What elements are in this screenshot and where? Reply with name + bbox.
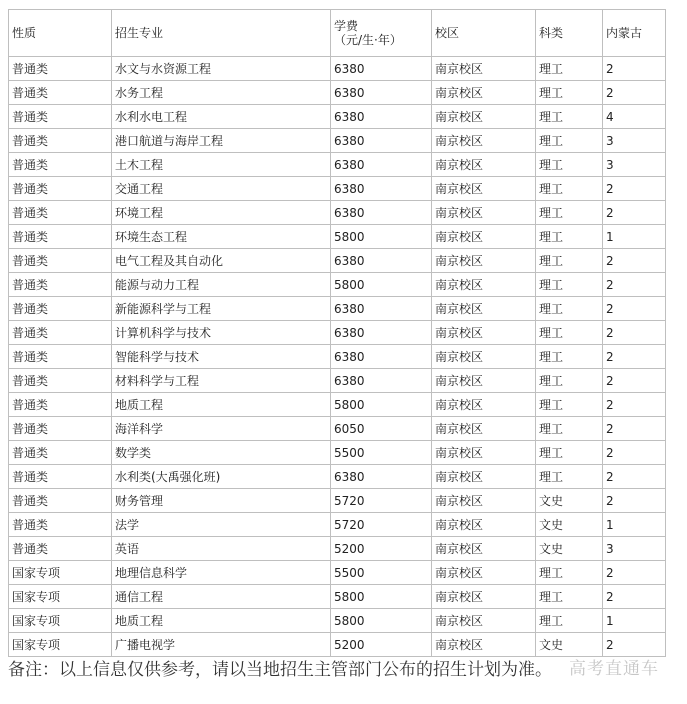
table-row bbox=[9, 561, 666, 585]
cell-major: 数学类 bbox=[112, 441, 331, 465]
cell-nature: 国家专项 bbox=[9, 585, 112, 609]
cell-campus: 南京校区 bbox=[432, 81, 536, 105]
cell-category: 理工 bbox=[536, 177, 603, 201]
cell-major: 材料科学与工程 bbox=[112, 369, 331, 393]
cell-quota: 2 bbox=[603, 465, 666, 489]
table-row bbox=[9, 225, 666, 249]
table-row bbox=[9, 297, 666, 321]
table-row bbox=[9, 57, 666, 81]
cell-campus: 南京校区 bbox=[432, 369, 536, 393]
cell-quota: 2 bbox=[603, 201, 666, 225]
cell-category: 理工 bbox=[536, 393, 603, 417]
header-fee-line1: 学费 bbox=[334, 19, 359, 33]
cell-nature: 普通类 bbox=[9, 249, 112, 273]
cell-major: 地质工程 bbox=[112, 609, 331, 633]
cell-campus: 南京校区 bbox=[432, 633, 536, 657]
cell-campus: 南京校区 bbox=[432, 225, 536, 249]
table-row bbox=[9, 369, 666, 393]
cell-major: 智能科学与技术 bbox=[112, 345, 331, 369]
cell-major: 计算机科学与技术 bbox=[112, 321, 331, 345]
cell-nature: 普通类 bbox=[9, 81, 112, 105]
cell-campus: 南京校区 bbox=[432, 129, 536, 153]
cell-nature: 普通类 bbox=[9, 129, 112, 153]
cell-category: 理工 bbox=[536, 153, 603, 177]
cell-quota: 2 bbox=[603, 633, 666, 657]
cell-category: 文史 bbox=[536, 633, 603, 657]
cell-major: 地理信息科学 bbox=[112, 561, 331, 585]
cell-campus: 南京校区 bbox=[432, 489, 536, 513]
cell-nature: 普通类 bbox=[9, 465, 112, 489]
cell-major: 英语 bbox=[112, 537, 331, 561]
cell-quota: 3 bbox=[603, 537, 666, 561]
cell-campus: 南京校区 bbox=[432, 249, 536, 273]
cell-fee: 6380 bbox=[331, 321, 432, 345]
cell-nature: 普通类 bbox=[9, 417, 112, 441]
header-major: 招生专业 bbox=[112, 10, 331, 57]
table-row bbox=[9, 105, 666, 129]
cell-category: 理工 bbox=[536, 249, 603, 273]
watermark: 高考直通车 bbox=[569, 659, 659, 679]
cell-fee: 6380 bbox=[331, 105, 432, 129]
cell-quota: 2 bbox=[603, 81, 666, 105]
cell-nature: 国家专项 bbox=[9, 633, 112, 657]
cell-nature: 普通类 bbox=[9, 441, 112, 465]
cell-fee: 6380 bbox=[331, 201, 432, 225]
table-row bbox=[9, 441, 666, 465]
cell-campus: 南京校区 bbox=[432, 609, 536, 633]
cell-major: 财务管理 bbox=[112, 489, 331, 513]
table-body bbox=[9, 10, 666, 657]
cell-major: 能源与动力工程 bbox=[112, 273, 331, 297]
cell-quota: 4 bbox=[603, 105, 666, 129]
cell-nature: 普通类 bbox=[9, 225, 112, 249]
table-row bbox=[9, 273, 666, 297]
cell-category: 理工 bbox=[536, 609, 603, 633]
cell-category: 理工 bbox=[536, 369, 603, 393]
cell-fee: 6380 bbox=[331, 153, 432, 177]
cell-campus: 南京校区 bbox=[432, 585, 536, 609]
cell-category: 理工 bbox=[536, 201, 603, 225]
table-row bbox=[9, 81, 666, 105]
cell-quota: 2 bbox=[603, 489, 666, 513]
cell-category: 文史 bbox=[536, 489, 603, 513]
cell-nature: 普通类 bbox=[9, 321, 112, 345]
footnote: 备注：以上信息仅供参考，请以当地招生主管部门公布的招生计划为准。 bbox=[8, 660, 552, 680]
header-quota: 内蒙古 bbox=[603, 10, 666, 57]
cell-nature: 普通类 bbox=[9, 201, 112, 225]
cell-campus: 南京校区 bbox=[432, 417, 536, 441]
table-row bbox=[9, 321, 666, 345]
cell-category: 文史 bbox=[536, 537, 603, 561]
table-row bbox=[9, 513, 666, 537]
cell-nature: 国家专项 bbox=[9, 609, 112, 633]
cell-fee: 6380 bbox=[331, 465, 432, 489]
cell-major: 水文与水资源工程 bbox=[112, 57, 331, 81]
cell-campus: 南京校区 bbox=[432, 297, 536, 321]
cell-quota: 2 bbox=[603, 57, 666, 81]
cell-quota: 2 bbox=[603, 441, 666, 465]
admission-plan-table bbox=[8, 9, 666, 657]
table-row bbox=[9, 465, 666, 489]
cell-quota: 1 bbox=[603, 609, 666, 633]
table-row bbox=[9, 537, 666, 561]
cell-fee: 5200 bbox=[331, 537, 432, 561]
cell-category: 文史 bbox=[536, 513, 603, 537]
cell-nature: 国家专项 bbox=[9, 561, 112, 585]
cell-fee: 6380 bbox=[331, 129, 432, 153]
cell-nature: 普通类 bbox=[9, 273, 112, 297]
cell-campus: 南京校区 bbox=[432, 537, 536, 561]
cell-fee: 6380 bbox=[331, 249, 432, 273]
header-category: 科类 bbox=[536, 10, 603, 57]
cell-campus: 南京校区 bbox=[432, 561, 536, 585]
cell-fee: 5800 bbox=[331, 393, 432, 417]
cell-quota: 2 bbox=[603, 345, 666, 369]
table-row bbox=[9, 585, 666, 609]
cell-fee: 5800 bbox=[331, 225, 432, 249]
cell-major: 地质工程 bbox=[112, 393, 331, 417]
cell-category: 理工 bbox=[536, 105, 603, 129]
table-row bbox=[9, 345, 666, 369]
cell-campus: 南京校区 bbox=[432, 201, 536, 225]
cell-fee: 6050 bbox=[331, 417, 432, 441]
cell-fee: 5720 bbox=[331, 489, 432, 513]
cell-major: 交通工程 bbox=[112, 177, 331, 201]
cell-quota: 2 bbox=[603, 297, 666, 321]
cell-category: 理工 bbox=[536, 57, 603, 81]
cell-campus: 南京校区 bbox=[432, 393, 536, 417]
cell-nature: 普通类 bbox=[9, 57, 112, 81]
cell-nature: 普通类 bbox=[9, 369, 112, 393]
cell-fee: 6380 bbox=[331, 297, 432, 321]
cell-category: 理工 bbox=[536, 297, 603, 321]
header-campus: 校区 bbox=[432, 10, 536, 57]
header-nature: 性质 bbox=[9, 10, 112, 57]
table-row bbox=[9, 633, 666, 657]
cell-quota: 2 bbox=[603, 561, 666, 585]
table-header-row bbox=[9, 10, 666, 57]
cell-campus: 南京校区 bbox=[432, 153, 536, 177]
cell-campus: 南京校区 bbox=[432, 177, 536, 201]
cell-campus: 南京校区 bbox=[432, 441, 536, 465]
cell-fee: 6380 bbox=[331, 369, 432, 393]
cell-major: 新能源科学与工程 bbox=[112, 297, 331, 321]
cell-campus: 南京校区 bbox=[432, 321, 536, 345]
cell-quota: 1 bbox=[603, 225, 666, 249]
cell-nature: 普通类 bbox=[9, 537, 112, 561]
cell-quota: 2 bbox=[603, 249, 666, 273]
cell-campus: 南京校区 bbox=[432, 465, 536, 489]
cell-quota: 2 bbox=[603, 417, 666, 441]
cell-major: 水利水电工程 bbox=[112, 105, 331, 129]
cell-fee: 5720 bbox=[331, 513, 432, 537]
cell-campus: 南京校区 bbox=[432, 105, 536, 129]
cell-campus: 南京校区 bbox=[432, 345, 536, 369]
cell-major: 海洋科学 bbox=[112, 417, 331, 441]
table-row bbox=[9, 249, 666, 273]
cell-nature: 普通类 bbox=[9, 105, 112, 129]
table-row bbox=[9, 129, 666, 153]
cell-fee: 5800 bbox=[331, 585, 432, 609]
header-fee bbox=[331, 10, 432, 57]
cell-category: 理工 bbox=[536, 441, 603, 465]
cell-major: 水务工程 bbox=[112, 81, 331, 105]
cell-quota: 3 bbox=[603, 129, 666, 153]
table-row bbox=[9, 393, 666, 417]
cell-major: 港口航道与海岸工程 bbox=[112, 129, 331, 153]
cell-quota: 2 bbox=[603, 369, 666, 393]
cell-category: 理工 bbox=[536, 561, 603, 585]
cell-nature: 普通类 bbox=[9, 177, 112, 201]
cell-major: 广播电视学 bbox=[112, 633, 331, 657]
cell-quota: 2 bbox=[603, 393, 666, 417]
cell-nature: 普通类 bbox=[9, 393, 112, 417]
cell-category: 理工 bbox=[536, 585, 603, 609]
cell-fee: 5800 bbox=[331, 273, 432, 297]
cell-category: 理工 bbox=[536, 465, 603, 489]
header-fee-line2: （元/生·年） bbox=[334, 33, 402, 47]
cell-nature: 普通类 bbox=[9, 153, 112, 177]
cell-category: 理工 bbox=[536, 417, 603, 441]
cell-fee: 5200 bbox=[331, 633, 432, 657]
table-row bbox=[9, 153, 666, 177]
cell-fee: 5500 bbox=[331, 441, 432, 465]
cell-quota: 2 bbox=[603, 177, 666, 201]
cell-quota: 3 bbox=[603, 153, 666, 177]
table-row bbox=[9, 201, 666, 225]
table-row bbox=[9, 489, 666, 513]
cell-fee: 6380 bbox=[331, 345, 432, 369]
cell-category: 理工 bbox=[536, 321, 603, 345]
cell-quota: 2 bbox=[603, 321, 666, 345]
cell-category: 理工 bbox=[536, 273, 603, 297]
table-row bbox=[9, 417, 666, 441]
cell-major: 法学 bbox=[112, 513, 331, 537]
cell-major: 土木工程 bbox=[112, 153, 331, 177]
cell-category: 理工 bbox=[536, 345, 603, 369]
cell-campus: 南京校区 bbox=[432, 57, 536, 81]
cell-fee: 5800 bbox=[331, 609, 432, 633]
cell-category: 理工 bbox=[536, 129, 603, 153]
cell-campus: 南京校区 bbox=[432, 513, 536, 537]
cell-quota: 1 bbox=[603, 513, 666, 537]
cell-fee: 6380 bbox=[331, 57, 432, 81]
cell-nature: 普通类 bbox=[9, 513, 112, 537]
table-row bbox=[9, 177, 666, 201]
cell-category: 理工 bbox=[536, 225, 603, 249]
cell-major: 环境工程 bbox=[112, 201, 331, 225]
cell-nature: 普通类 bbox=[9, 297, 112, 321]
cell-category: 理工 bbox=[536, 81, 603, 105]
cell-major: 环境生态工程 bbox=[112, 225, 331, 249]
cell-fee: 5500 bbox=[331, 561, 432, 585]
cell-major: 电气工程及其自动化 bbox=[112, 249, 331, 273]
cell-nature: 普通类 bbox=[9, 489, 112, 513]
cell-nature: 普通类 bbox=[9, 345, 112, 369]
cell-fee: 6380 bbox=[331, 81, 432, 105]
cell-major: 水利类(大禹强化班) bbox=[112, 465, 331, 489]
cell-campus: 南京校区 bbox=[432, 273, 536, 297]
table-row bbox=[9, 609, 666, 633]
cell-major: 通信工程 bbox=[112, 585, 331, 609]
cell-fee: 6380 bbox=[331, 177, 432, 201]
cell-quota: 2 bbox=[603, 273, 666, 297]
cell-quota: 2 bbox=[603, 585, 666, 609]
